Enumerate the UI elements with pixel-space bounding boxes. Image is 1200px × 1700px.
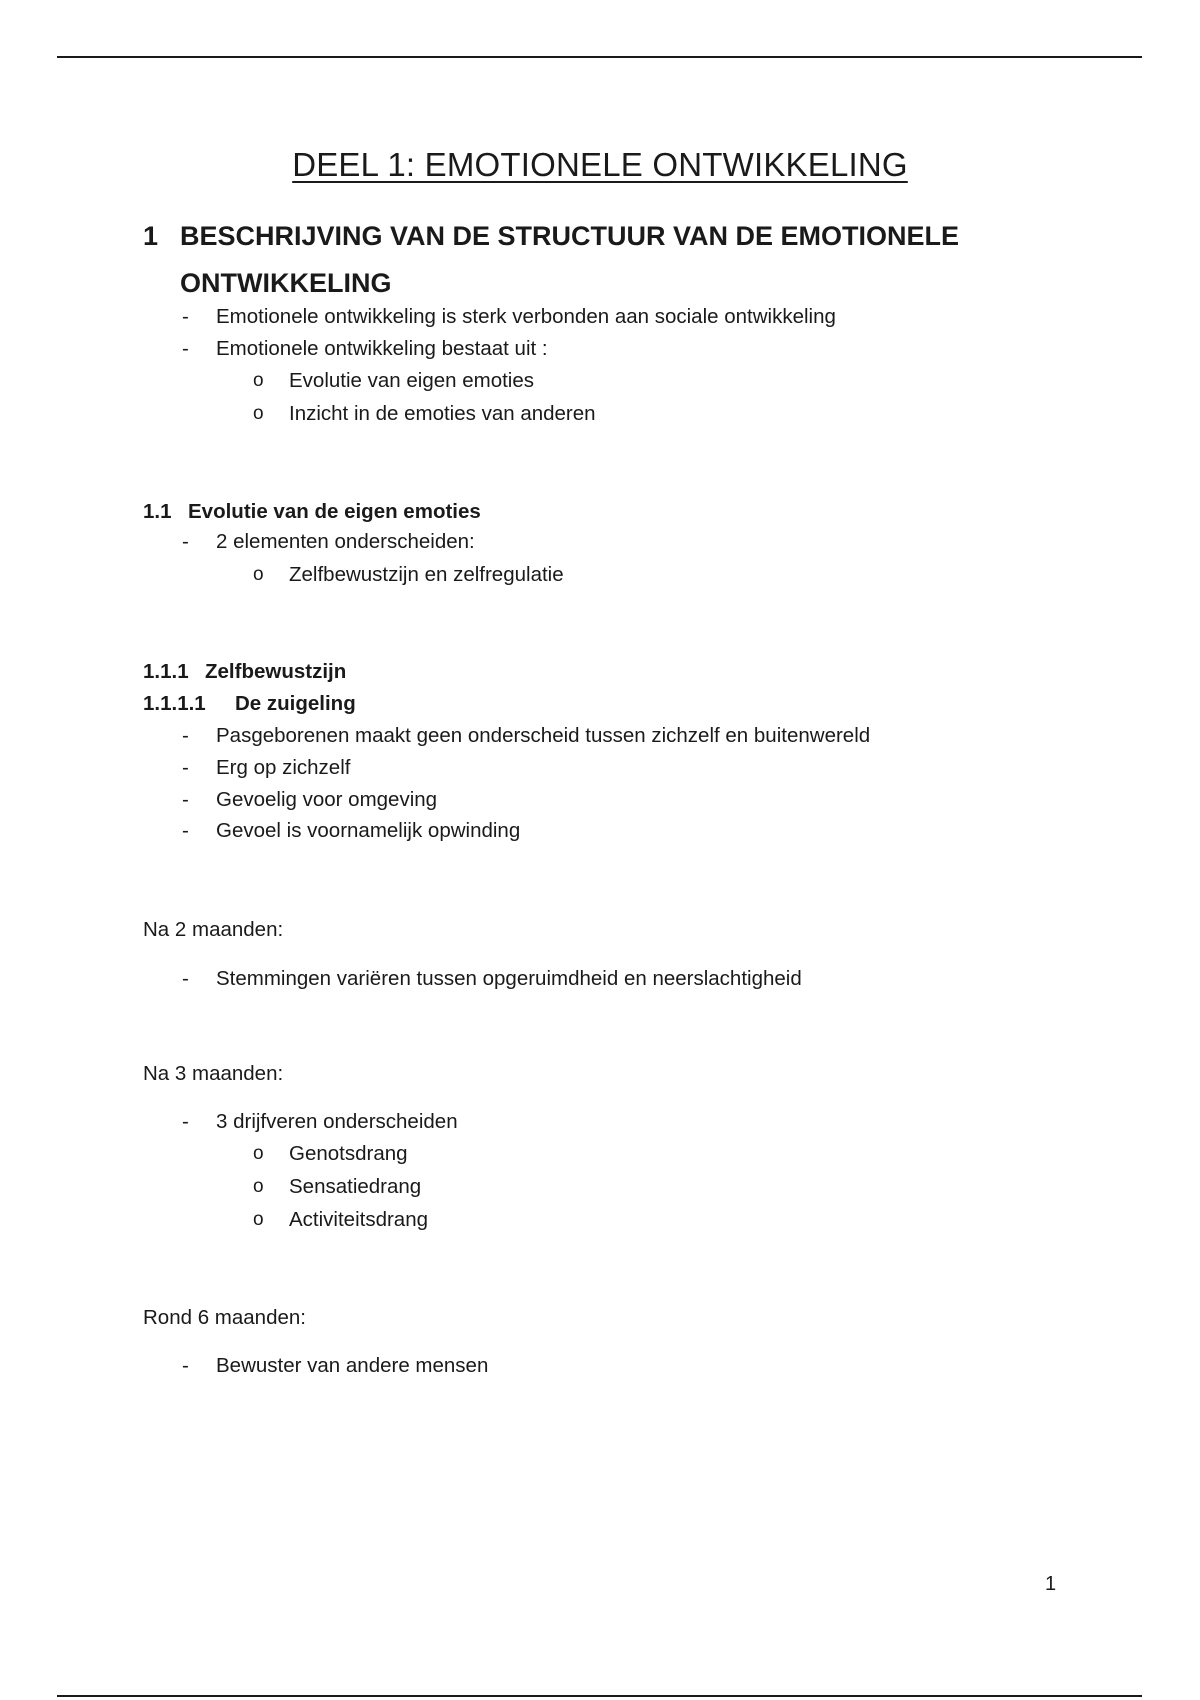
section-1-1-1-1-heading	[143, 692, 356, 716]
dash-marker: -	[182, 819, 189, 842]
sub-list-item: Inzicht in de emoties van anderen	[289, 402, 596, 425]
dash-marker: -	[182, 724, 189, 747]
dash-marker: -	[182, 305, 189, 328]
dash-marker: -	[182, 337, 189, 360]
list-item: Bewuster van andere mensen	[216, 1354, 489, 1377]
circle-bullet-icon: o	[253, 370, 264, 391]
section-number: 1.1.1.1	[143, 692, 206, 715]
sub-list-item: Zelfbewustzijn en zelfregulatie	[289, 563, 564, 586]
list-item: Erg op zichzelf	[216, 756, 351, 779]
list-item: Emotionele ontwikkeling is sterk verbonden aan sociale ontwikkeling	[216, 305, 836, 328]
section-title: Zelfbewustzijn	[205, 660, 347, 683]
circle-bullet-icon: o	[253, 1176, 264, 1197]
sub-list-item: Genotsdrang	[289, 1142, 408, 1165]
section-1-1-heading	[143, 500, 481, 524]
period-label: Rond 6 maanden:	[143, 1306, 306, 1329]
footer-rule	[57, 1695, 1142, 1697]
list-item: Emotionele ontwikkeling bestaat uit :	[216, 337, 548, 360]
dash-marker: -	[182, 788, 189, 811]
dash-marker: -	[182, 530, 189, 553]
section-1-1-1-heading	[143, 660, 347, 684]
dash-marker: -	[182, 756, 189, 779]
sub-list-item: Activiteitsdrang	[289, 1208, 429, 1231]
section-number: 1.1	[143, 500, 172, 523]
page-number: 1	[1045, 1573, 1057, 1595]
period-label: Na 2 maanden:	[143, 918, 284, 941]
circle-bullet-icon: o	[253, 564, 264, 585]
list-item: Gevoel is voornamelijk opwinding	[216, 819, 521, 842]
circle-bullet-icon: o	[253, 1143, 264, 1164]
dash-marker: -	[182, 967, 189, 990]
sub-list-item: Evolutie van eigen emoties	[289, 369, 535, 392]
dash-marker: -	[182, 1354, 189, 1377]
list-item: 2 elementen onderscheiden:	[216, 530, 475, 553]
list-item: 3 drijfveren onderscheiden	[216, 1110, 458, 1133]
section-number: 1.1.1	[143, 660, 189, 683]
document-title: DEEL 1: EMOTIONELE ONTWIKKELING	[292, 146, 908, 183]
header-rule	[57, 56, 1142, 58]
section-number: 1	[143, 221, 159, 251]
section-title: Evolutie van de eigen emoties	[188, 500, 481, 523]
section-1-heading	[143, 213, 1043, 307]
section-title: De zuigeling	[235, 692, 356, 715]
section-title: BESCHRIJVING VAN DE STRUCTUUR VAN DE EMOTIONELE ONTWIKKELING	[180, 221, 960, 298]
period-label: Na 3 maanden:	[143, 1062, 284, 1085]
list-item: Pasgeborenen maakt geen onderscheid tussen zichzelf en buitenwereld	[216, 724, 871, 747]
sub-list-item: Sensatiedrang	[289, 1175, 422, 1198]
circle-bullet-icon: o	[253, 403, 264, 424]
circle-bullet-icon: o	[253, 1209, 264, 1230]
list-item: Gevoelig voor omgeving	[216, 788, 438, 811]
dash-marker: -	[182, 1110, 189, 1133]
list-item: Stemmingen variëren tussen opgeruimdheid en neerslachtigheid	[216, 967, 802, 990]
